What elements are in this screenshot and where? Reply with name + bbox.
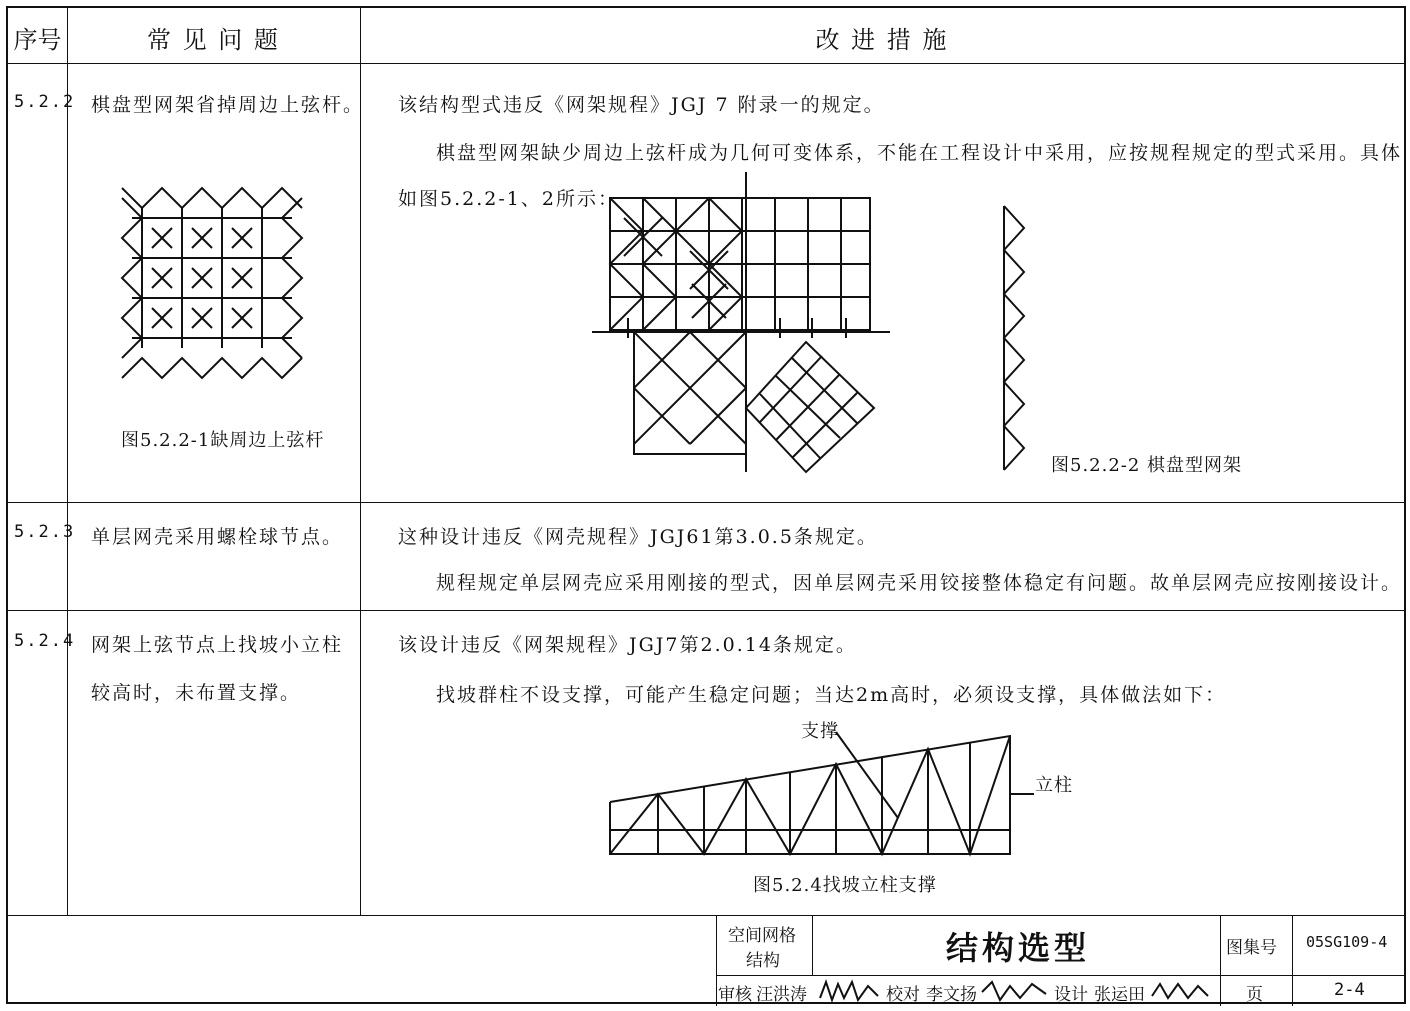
tb-check-label: 校对 — [886, 985, 920, 1005]
row-divider-1 — [8, 502, 1404, 503]
tb-atlas-no: 05SG109-4 — [1306, 933, 1388, 951]
row-divider-2 — [8, 610, 1404, 611]
fix-text: 棋盘型网架缺少周边上弦杆成为几何可变体系，不能在工程设计中采用，应按规程规定的型式采用。具体 — [436, 142, 1403, 164]
tb-line — [1220, 915, 1221, 1006]
row-number: 5.2.3 — [14, 522, 76, 542]
tb-designer: 张运田 — [1094, 985, 1145, 1005]
tb-atlas-label: 图集号 — [1226, 938, 1277, 958]
tb-review-label: 审核 — [718, 985, 752, 1005]
drawing-title: 结构选型 — [946, 929, 1091, 967]
figure-caption: 图5.2.4找坡立柱支撑 — [753, 875, 937, 896]
tb-line — [1292, 915, 1293, 1006]
tb-line — [716, 915, 717, 1006]
table-bottom — [8, 915, 1404, 916]
fix-text: 该结构型式违反《网架规程》JGJ 7 附录一的规定。 — [398, 94, 885, 116]
problem-text: 棋盘型网架省掉周边上弦杆。 — [91, 94, 365, 116]
header-index: 序号 — [13, 26, 62, 54]
header-problem: 常 见 问 题 — [147, 26, 280, 54]
col-divider-1 — [67, 8, 68, 915]
tb-line — [716, 975, 1404, 976]
figure-caption: 图5.2.2-1缺周边上弦杆 — [121, 430, 325, 451]
figure-checkerboard-space-frame — [584, 172, 1044, 472]
tb-category: 结构 — [746, 951, 780, 971]
figure-caption: 图5.2.2-2 棋盘型网架 — [1051, 455, 1243, 476]
tb-page-label: 页 — [1246, 985, 1263, 1005]
fix-text: 该设计违反《网架规程》JGJ7第2.0.14条规定。 — [398, 634, 857, 656]
drawing-sheet — [6, 6, 1406, 1004]
problem-text: 网架上弦节点上找坡小立柱 — [91, 634, 344, 656]
tb-design-label: 设计 — [1054, 985, 1088, 1005]
col-divider-2 — [360, 8, 361, 915]
tb-reviewer: 汪洪涛 — [756, 985, 807, 1005]
signature-designer — [1150, 978, 1212, 1004]
header-divider — [8, 63, 1404, 64]
signature-reviewer — [818, 978, 882, 1004]
tb-category: 空间网格 — [728, 926, 796, 946]
fix-text: 如图5.2.2-1、2所示： — [398, 188, 619, 210]
fix-text: 这种设计违反《网壳规程》JGJ61第3.0.5条规定。 — [398, 526, 878, 548]
fix-text: 规程规定单层网壳应采用刚接的型式，因单层网壳采用铰接整体稳定有问题。故单层网壳应按刚接设计。 — [436, 572, 1403, 594]
problem-text: 单层网壳采用螺栓球节点。 — [91, 526, 344, 548]
signature-checker — [980, 978, 1050, 1004]
tb-line — [812, 915, 813, 975]
figure-slope-column-bracing — [606, 732, 1046, 862]
figure-label-brace: 支撑 — [801, 721, 839, 742]
row-number: 5.2.4 — [14, 631, 76, 651]
tb-checker: 李文扬 — [926, 985, 977, 1005]
tb-page-no: 2-4 — [1334, 980, 1365, 1000]
header-fix: 改 进 措 施 — [815, 26, 949, 54]
figure-label-column: 立柱 — [1035, 775, 1073, 796]
row-number: 5.2.2 — [14, 92, 76, 112]
figure-missing-perimeter-chords — [112, 178, 312, 388]
problem-text: 较高时，未布置支撑。 — [91, 682, 302, 704]
fix-text: 找坡群柱不设支撑，可能产生稳定问题；当达2m高时，必须设支撑，具体做法如下： — [436, 684, 1227, 706]
